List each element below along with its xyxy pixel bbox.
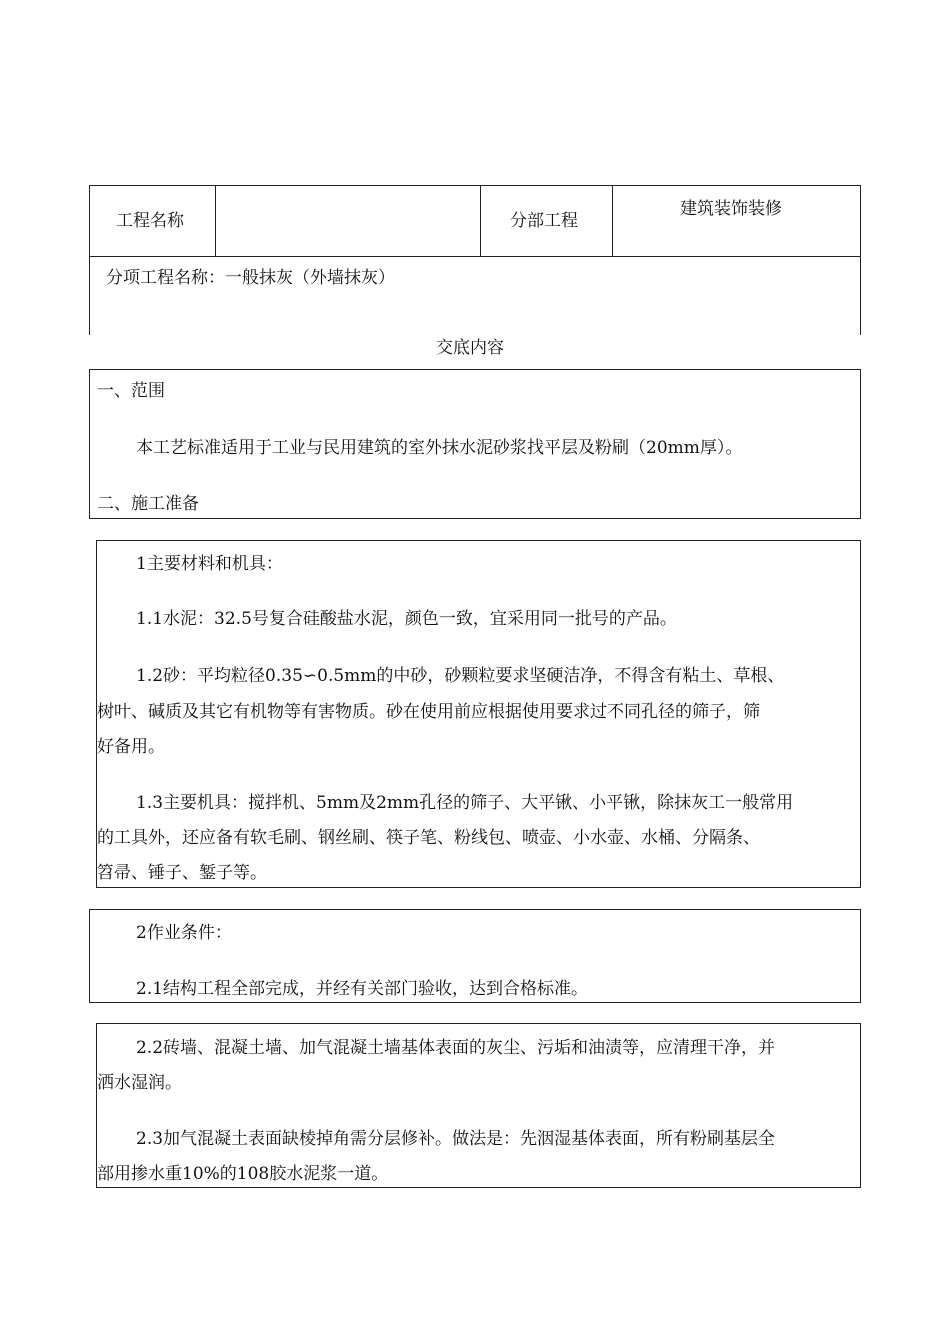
header-top-border: [89, 185, 861, 186]
scope-box: [89, 369, 861, 519]
conditions-structure: 2.1结构工程全部完成，并经有关部门验收，达到合格标准。: [136, 979, 589, 999]
conditions-box-1: [89, 909, 861, 1003]
header-col-divider-1: [215, 185, 216, 257]
materials-sand-line1: 1.2砂：平均粒径0.35∽0.5mm的中砂，砂颗粒要求坚硬洁净，不得含有粘土、草根、: [136, 666, 785, 686]
conditions-aerated-line1: 2.3加气混凝土表面缺棱掉角需分层修补。做法是：先洇湿基体表面，所有粉刷基层全: [136, 1129, 776, 1149]
conditions-heading: 2作业条件：: [136, 923, 232, 943]
preparation-heading: 二、施工准备: [97, 494, 199, 514]
materials-cement: 1.1水泥：32.5号复合硅酸盐水泥，颜色一致，宜采用同一批号的产品。: [136, 609, 677, 629]
scope-heading: 一、范围: [97, 381, 165, 401]
materials-sand-line3: 好备用。: [97, 737, 165, 757]
header-left-border: [89, 185, 90, 335]
content-title: 交底内容: [436, 338, 504, 358]
materials-box: [96, 540, 861, 888]
project-name-label: 工程名称: [116, 211, 184, 231]
division-value: 建筑装饰装修: [680, 199, 782, 219]
conditions-box-2: [96, 1023, 861, 1188]
header-col-divider-3: [612, 185, 613, 257]
materials-tools-line1: 1.3主要机具：搅拌机、5mm及2mm孔径的筛子、大平锹、小平锹，除抹灰工一般常用: [136, 793, 794, 813]
header-row-divider: [89, 256, 861, 257]
header-right-border: [860, 185, 861, 335]
materials-tools-line3: 笤帚、锤子、錾子等。: [97, 863, 267, 883]
conditions-aerated-line2: 部用掺水重10%的108胶水泥浆一道。: [97, 1164, 389, 1184]
materials-heading: 1主要材料和机具：: [136, 554, 283, 574]
materials-sand-line2: 树叶、碱质及其它有机物等有害物质。砂在使用前应根据使用要求过不同孔径的筛子，筛: [97, 702, 760, 722]
conditions-wall-line1: 2.2砖墙、混凝土墙、加气混凝土墙基体表面的灰尘、污垢和油渍等，应清理干净，并: [136, 1038, 776, 1058]
division-label: 分部工程: [510, 211, 578, 231]
subitem-name: 分项工程名称：一般抹灰（外墙抹灰）: [106, 268, 395, 288]
scope-text: 本工艺标准适用于工业与民用建筑的室外抹水泥砂浆找平层及粉刷（20mm厚）。: [136, 438, 743, 458]
header-col-divider-2: [480, 185, 481, 257]
conditions-wall-line2: 洒水湿润。: [97, 1073, 182, 1093]
materials-tools-line2: 的工具外，还应备有软毛刷、钢丝刷、筷子笔、粉线包、喷壶、小水壶、水桶、分隔条、: [97, 828, 760, 848]
